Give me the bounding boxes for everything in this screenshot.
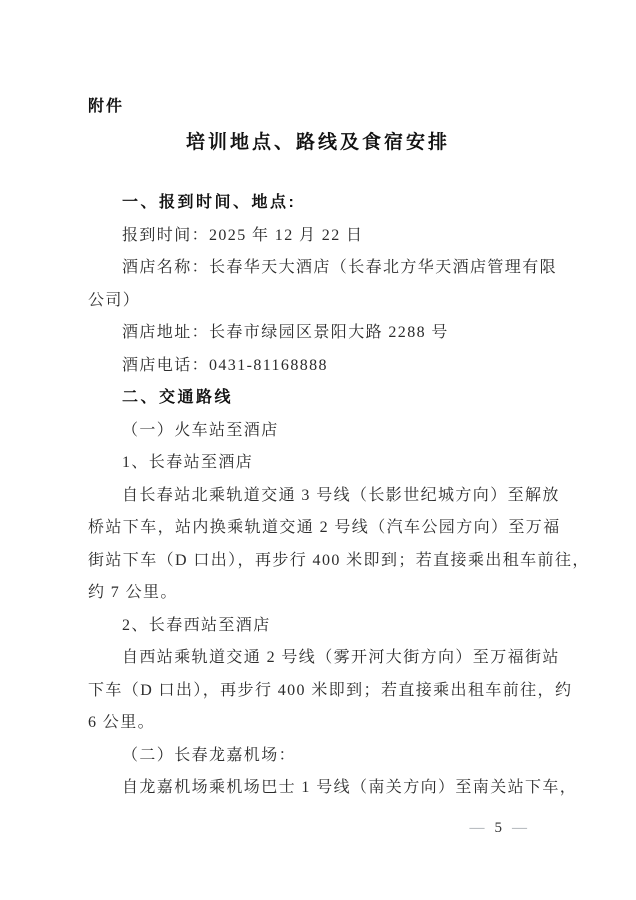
footer-dash-left: — bbox=[469, 820, 486, 836]
route-airport-line-1: 自龙嘉机场乘机场巴士 1 号线（南关方向）至南关站下车， bbox=[122, 779, 578, 796]
document-body bbox=[88, 187, 590, 805]
route-changchun-station-line-2: 桥站下车，站内换乘轨道交通 2 号线（汽车公园方向）至万福 bbox=[88, 519, 561, 536]
page-number: 5 bbox=[494, 820, 503, 836]
attachment-label: 附件 bbox=[88, 98, 125, 115]
route-west-station-line-2: 下车（D 口出），再步行 400 米即到；若直接乘出租车前往，约 bbox=[88, 681, 573, 699]
page-footer bbox=[470, 820, 529, 837]
footer-dash-right: — bbox=[512, 820, 528, 836]
route-changchun-station-line-4: 约 7 公里。 bbox=[88, 584, 178, 601]
route-changchun-station-line-1: 自长春站北乘轨道交通 3 号线（长影世纪城方向）至解放 bbox=[122, 486, 560, 504]
route-west-station-line-1: 自西站乘轨道交通 2 号线（雾开河大街方向）至万福街站 bbox=[122, 649, 560, 666]
line-hotel-address: 酒店地址：长春市绿园区景阳大路 2288 号 bbox=[122, 324, 449, 341]
heading-traffic-routes: 二、交通路线 bbox=[122, 389, 234, 406]
subsection-train-station-to-hotel: （一）火车站至酒店 bbox=[122, 421, 279, 439]
heading-report-time-location: 一、报到时间、地点: bbox=[122, 194, 297, 211]
route-changchun-station-line-3: 街站下车（D 口出），再步行 400 米即到；若直接乘出租车前往， bbox=[88, 551, 590, 569]
line-hotel-name-continued: 公司） bbox=[88, 291, 141, 309]
line-hotel-phone: 酒店电话：0431-81168888 bbox=[122, 356, 328, 374]
document-title: 培训地点、路线及食宿安排 bbox=[185, 132, 450, 153]
item-changchun-station-to-hotel: 1、长春站至酒店 bbox=[122, 454, 254, 471]
route-west-station-line-3: 6 公里。 bbox=[88, 714, 156, 731]
line-report-time: 报到时间：2025 年 12 月 22 日 bbox=[122, 226, 364, 244]
line-hotel-name: 酒店名称：长春华天大酒店（长春北方华天酒店管理有限 bbox=[122, 259, 558, 276]
subsection-longjia-airport: （二）长春龙嘉机场： bbox=[122, 746, 297, 764]
item-changchun-west-station-to-hotel: 2、长春西站至酒店 bbox=[122, 616, 271, 634]
